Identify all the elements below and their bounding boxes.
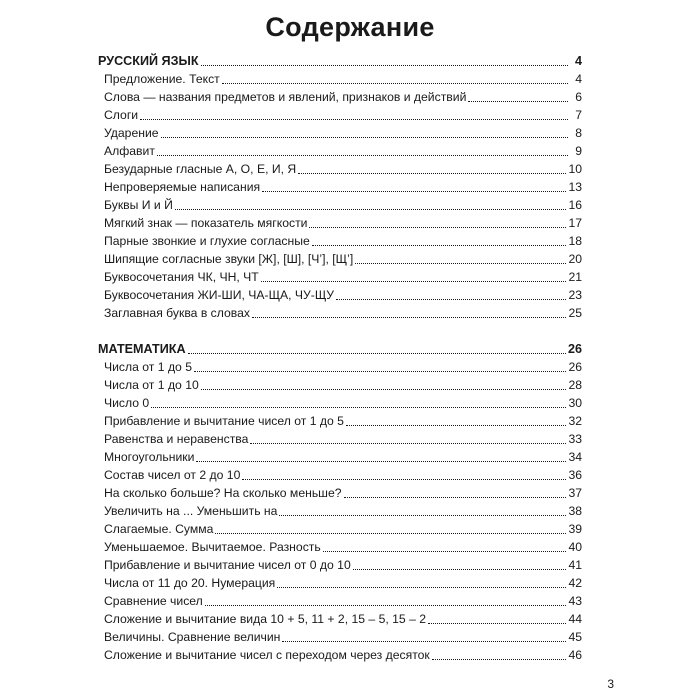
toc-entry-label: Буквосочетания ЧК, ЧН, ЧТ (104, 270, 259, 284)
dot-leader (175, 205, 567, 210)
toc-entry[interactable] (98, 646, 582, 664)
dot-leader (201, 385, 567, 390)
toc-entry[interactable] (98, 70, 582, 88)
dot-leader (353, 565, 567, 570)
toc-entry[interactable] (98, 448, 582, 466)
toc-page-number: 42 (568, 576, 582, 590)
toc-entry-label: Слова — названия предметов и явлений, признаков и действий (104, 90, 467, 104)
dot-leader (346, 421, 566, 426)
toc-entry[interactable] (98, 88, 582, 106)
toc-entry[interactable] (98, 628, 582, 646)
dot-leader (242, 475, 566, 480)
toc-entry-label: Число 0 (104, 396, 150, 410)
toc-entry[interactable] (98, 304, 582, 322)
dot-leader (250, 439, 566, 444)
toc-entry-label: Заглавная буква в словах (104, 306, 251, 320)
toc-entry-label: РУССКИЙ ЯЗЫК (98, 54, 199, 68)
dot-leader (344, 493, 567, 498)
toc-page-number: 45 (568, 630, 582, 644)
toc-entry-label: Безударные гласные А, О, Е, И, Я (104, 162, 297, 176)
toc-page-number: 34 (568, 450, 582, 464)
dot-leader (428, 619, 566, 624)
toc-page-number: 16 (568, 198, 582, 212)
toc-entry[interactable] (98, 574, 582, 592)
dot-leader (279, 511, 566, 516)
dot-leader (355, 259, 566, 264)
toc-page-number: 32 (568, 414, 582, 428)
toc-entry[interactable] (98, 160, 582, 178)
toc-entry-label: Сложение и вычитание вида 10 + 5, 11 + 2, 15 – 5, 15 – 2 (104, 612, 427, 626)
dot-leader (261, 277, 567, 282)
toc-page-number: 23 (568, 288, 582, 302)
toc-entry[interactable] (98, 394, 582, 412)
toc-entry[interactable] (98, 538, 582, 556)
dot-leader (194, 367, 566, 372)
toc-page-number: 7 (575, 108, 582, 122)
dot-leader (151, 403, 566, 408)
toc-entry[interactable] (98, 430, 582, 448)
dot-leader (222, 79, 568, 84)
toc-entry-label: Числа от 11 до 20. Нумерация (104, 576, 276, 590)
toc-section-math (98, 340, 582, 664)
toc-entry-label: Равенства и неравенства (104, 432, 249, 446)
toc-page-number: 10 (568, 162, 582, 176)
toc-entry-label: Ударение (104, 126, 159, 140)
dot-leader (336, 295, 566, 300)
toc-entry[interactable] (98, 286, 582, 304)
toc-entry-label: Числа от 1 до 10 (104, 378, 199, 392)
toc-entry[interactable] (98, 196, 582, 214)
toc-entry-label: МАТЕМАТИКА (98, 342, 186, 356)
toc-page-number: 40 (568, 540, 582, 554)
toc-page-number: 43 (568, 594, 582, 608)
toc-entry[interactable] (98, 556, 582, 574)
toc-page-number: 36 (568, 468, 582, 482)
toc-entry-label: Многоугольники (104, 450, 195, 464)
toc-page-number: 17 (568, 216, 582, 230)
toc-page-number: 4 (575, 72, 582, 86)
dot-leader (215, 529, 566, 534)
toc-entry[interactable] (98, 214, 582, 232)
toc-page-number: 8 (575, 126, 582, 140)
dot-leader (196, 457, 566, 462)
dot-leader (277, 583, 566, 588)
toc-page-number: 25 (568, 306, 582, 320)
toc-entry[interactable] (98, 502, 582, 520)
dot-leader (309, 223, 566, 228)
toc-entry-label: Предложение. Текст (104, 72, 220, 86)
toc-entry[interactable] (98, 142, 582, 160)
toc-entry[interactable] (98, 376, 582, 394)
toc-page-number: 28 (568, 378, 582, 392)
toc-entry-label: Увеличить на ... Уменьшить на (104, 504, 278, 518)
toc-page-number: 26 (568, 360, 582, 374)
dot-leader (205, 601, 567, 606)
toc-page-number: 20 (568, 252, 582, 266)
dot-leader (312, 241, 567, 246)
toc-entry-label: Величины. Сравнение величин (104, 630, 281, 644)
toc-page-number: 6 (575, 90, 582, 104)
dot-leader (262, 187, 566, 192)
toc-entry-label: Числа от 1 до 5 (104, 360, 192, 374)
toc-entry[interactable] (98, 268, 582, 286)
toc-page-number: 9 (575, 144, 582, 158)
toc-section-russian (98, 52, 582, 322)
toc-entry[interactable] (98, 592, 582, 610)
dot-leader (282, 637, 566, 642)
toc-page-number: 13 (568, 180, 582, 194)
dot-leader (188, 349, 566, 354)
toc-entry-label: Уменьшаемое. Вычитаемое. Разность (104, 540, 321, 554)
toc-entry[interactable] (98, 124, 582, 142)
toc-entry[interactable] (98, 484, 582, 502)
toc-page-number: 30 (568, 396, 582, 410)
toc-entry-label: Мягкий знак — показатель мягкости (104, 216, 308, 230)
dot-leader (468, 97, 568, 102)
dot-leader (323, 547, 567, 552)
toc-page-number: 44 (568, 612, 582, 626)
toc-entry[interactable] (98, 232, 582, 250)
toc-page-number: 33 (568, 432, 582, 446)
toc-entry-label: Непроверяемые написания (104, 180, 261, 194)
toc-page-number: 38 (568, 504, 582, 518)
toc-entry[interactable] (98, 358, 582, 376)
toc-entry[interactable] (98, 250, 582, 268)
toc-entry[interactable] (98, 178, 582, 196)
toc-entry-label: Парные звонкие и глухие согласные (104, 234, 310, 248)
toc-entry-label: Состав чисел от 2 до 10 (104, 468, 241, 482)
toc-entry-label: Буквосочетания ЖИ-ШИ, ЧА-ЩА, ЧУ-ЩУ (104, 288, 334, 302)
toc-entry[interactable] (98, 466, 582, 484)
dot-leader (432, 655, 567, 660)
toc-entry-label: Сложение и вычитание чисел с переходом через десяток (104, 648, 430, 662)
toc-entry[interactable] (98, 106, 582, 124)
toc-section-heading[interactable] (98, 340, 582, 358)
dot-leader (161, 133, 568, 138)
toc-entry-label: Прибавление и вычитание чисел от 1 до 5 (104, 414, 344, 428)
page-number: 3 (607, 677, 614, 691)
page-title: Содержание (265, 12, 435, 42)
toc-entry[interactable] (98, 412, 582, 430)
dot-leader (201, 61, 568, 66)
toc-entry-label: Прибавление и вычитание чисел от 0 до 10 (104, 558, 351, 572)
dot-leader (157, 151, 568, 156)
toc-entry[interactable] (98, 610, 582, 628)
toc-entry-label: Алфавит (104, 144, 155, 158)
toc-entry-label: Буквы И и Й (104, 198, 173, 212)
toc-entry-label: Сравнение чисел (104, 594, 203, 608)
toc-entry-label: На сколько больше? На сколько меньше? (104, 486, 342, 500)
dot-leader (298, 169, 566, 174)
toc-section-heading[interactable] (98, 52, 582, 70)
toc-page-number: 18 (568, 234, 582, 248)
dot-leader (252, 313, 566, 318)
toc-page-number: 4 (574, 54, 582, 68)
toc-page-number: 39 (568, 522, 582, 536)
toc-entry-label: Слоги (104, 108, 139, 122)
toc-page-number: 41 (568, 558, 582, 572)
toc-page-number: 26 (567, 342, 582, 356)
toc-entry-label: Слагаемые. Сумма (104, 522, 214, 536)
toc-entry[interactable] (98, 520, 582, 538)
toc-page-number: 21 (568, 270, 582, 284)
toc-page-number: 46 (568, 648, 582, 662)
toc-page-number: 37 (568, 486, 582, 500)
dot-leader (140, 115, 568, 120)
toc-entry-label: Шипящие согласные звуки [Ж], [Ш], [Ч’], [Щ’] (104, 252, 354, 266)
